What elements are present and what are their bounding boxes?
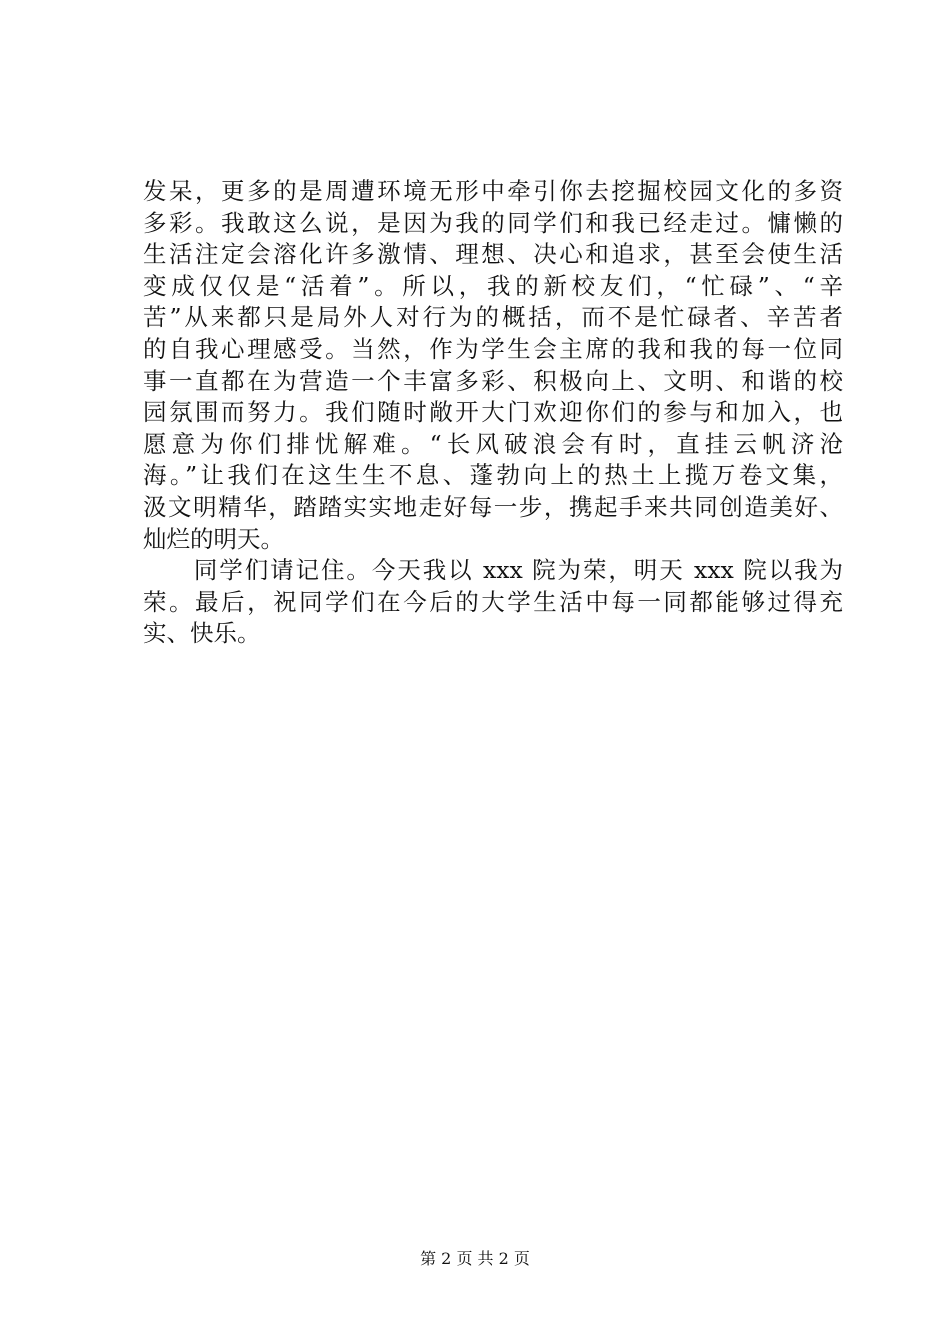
text-line: 实、快乐。 <box>143 619 261 648</box>
text-line: 海。”让我们在这生生不息、蓬勃向上的热土上揽万卷文集， <box>143 461 843 490</box>
text-line: 多彩。我敢这么说，是因为我的同学们和我已经走过。慵懒的 <box>143 208 843 237</box>
text-line: 园氛围而努力。我们随时敞开大门欢迎你们的参与和加入，也 <box>143 398 843 427</box>
text-line: 苦”从来都只是局外人对行为的概括，而不是忙碌者、辛苦者 <box>143 303 843 332</box>
text-line: 的自我心理感受。当然，作为学生会主席的我和我的每一位同 <box>143 334 843 363</box>
text-line: 灿烂的明天。 <box>143 524 284 553</box>
text-line: 汲文明精华，踏踏实实地走好每一步，携起手来共同创造美好、 <box>143 492 843 521</box>
document-body <box>143 176 843 650</box>
text-line: 同学们请记住。今天我以 xxx 院为荣，明天 xxx 院以我为 <box>143 556 843 585</box>
text-line: 荣。最后，祝同学们在今后的大学生活中每一同都能够过得充 <box>143 587 843 616</box>
text-line: 变成仅仅是“活着”。所以，我的新校友们，“忙碌”、“辛 <box>143 271 843 300</box>
page-number-label: 第 2 页 共 2 页 <box>420 1249 530 1268</box>
paragraph-2 <box>143 555 843 650</box>
paragraph-1 <box>143 176 843 555</box>
text-line: 生活注定会溶化许多激情、理想、决心和追求，甚至会使生活 <box>143 240 843 269</box>
page-footer <box>0 1246 950 1269</box>
text-line: 事一直都在为营造一个丰富多彩、积极向上、文明、和谐的校 <box>143 366 843 395</box>
text-line: 发呆，更多的是周遭环境无形中牵引你去挖掘校园文化的多资 <box>143 177 843 205</box>
text-line: 愿意为你们排忧解难。“长风破浪会有时，直挂云帆济沧 <box>143 429 843 458</box>
